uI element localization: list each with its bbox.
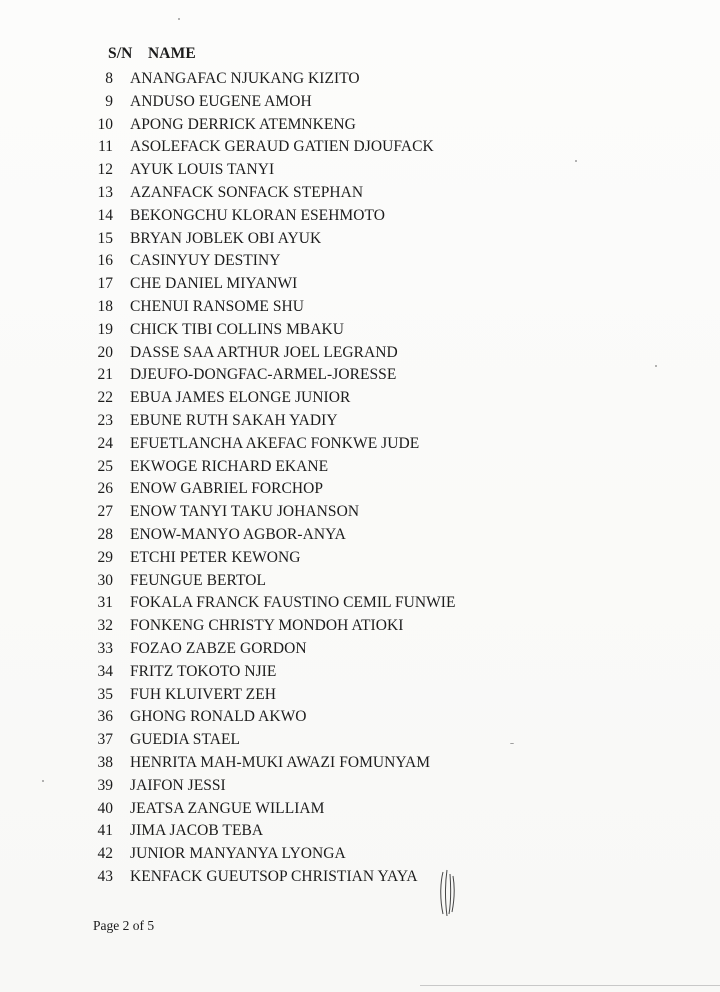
list-item — [0, 68, 456, 91]
person-name: FOZAO ZABZE GORDON — [130, 639, 307, 657]
serial-number: 14 — [97, 206, 113, 224]
list-item — [0, 456, 456, 479]
person-name: CHE DANIEL MIYANWI — [130, 275, 298, 293]
list-item — [0, 843, 456, 866]
page-edge-line — [420, 985, 720, 986]
serial-number: 18 — [97, 297, 113, 315]
list-item — [0, 273, 456, 296]
person-name: ENOW-MANYO AGBOR-ANYA — [130, 525, 346, 543]
person-name: GUEDIA STAEL — [130, 731, 241, 749]
person-name: ANDUSO EUGENE AMOH — [130, 92, 312, 110]
list-item — [0, 478, 456, 501]
person-name: ENOW GABRIEL FORCHOP — [130, 480, 324, 498]
serial-number: 13 — [97, 183, 113, 201]
list-item — [0, 296, 456, 319]
person-name: HENRITA MAH-MUKI AWAZI FOMUNYAM — [130, 753, 431, 771]
serial-number: 26 — [97, 480, 113, 498]
list-item — [0, 866, 456, 889]
list-item — [0, 342, 456, 365]
list-item — [0, 319, 456, 342]
person-name: ETCHI PETER KEWONG — [130, 548, 301, 566]
serial-number: 42 — [97, 845, 113, 863]
serial-number: 19 — [97, 320, 113, 338]
person-name: GHONG RONALD AKWO — [130, 708, 307, 726]
serial-number: 9 — [105, 92, 113, 110]
serial-number: 34 — [97, 662, 113, 680]
serial-number: 29 — [97, 548, 113, 566]
list-item — [0, 752, 456, 775]
list-item — [0, 570, 456, 593]
list-item — [0, 182, 456, 205]
person-name: EFUETLANCHA AKEFAC FONKWE JUDE — [130, 434, 420, 452]
paper-speck — [575, 160, 577, 162]
serial-number: 15 — [97, 229, 113, 247]
person-name: AZANFACK SONFACK STEPHAN — [130, 183, 364, 201]
list-item — [0, 364, 456, 387]
list-item — [0, 501, 456, 524]
person-name: FUH KLUIVERT ZEH — [130, 685, 276, 703]
list-item — [0, 387, 456, 410]
person-name: JUNIOR MANYANYA LYONGA — [130, 845, 346, 863]
person-name: JAIFON JESSI — [130, 776, 226, 794]
person-name: KENFACK GUEUTSOP CHRISTIAN YAYA — [130, 867, 418, 885]
list-item — [0, 775, 456, 798]
serial-number: 27 — [97, 503, 113, 521]
list-item — [0, 638, 456, 661]
person-name: ANANGAFAC NJUKANG KIZITO — [130, 70, 360, 87]
list-item — [0, 592, 456, 615]
person-name: FRITZ TOKOTO NJIE — [130, 662, 277, 680]
serial-number: 32 — [97, 617, 113, 635]
person-name: JEATSA ZANGUE WILLIAM — [130, 799, 325, 817]
list-item — [0, 661, 456, 684]
serial-number: 16 — [97, 252, 113, 270]
page-number: Page 2 of 5 — [93, 918, 155, 933]
name-column-header: NAME — [148, 45, 196, 62]
person-name: JIMA JACOB TEBA — [130, 822, 264, 840]
person-name: FOKALA FRANCK FAUSTINO CEMIL FUNWIE — [130, 594, 456, 612]
person-name: CHENUI RANSOME SHU — [130, 297, 304, 315]
person-name: DJEUFO-DONGFAC-ARMEL-JORESSE — [130, 366, 397, 384]
person-name: EKWOGE RICHARD EKANE — [130, 457, 329, 475]
serial-number: 38 — [97, 753, 113, 771]
serial-number: 37 — [97, 731, 113, 749]
list-item — [0, 706, 456, 729]
paper-speck — [42, 780, 44, 782]
person-name: EBUA JAMES ELONGE JUNIOR — [130, 389, 351, 407]
serial-number: 41 — [97, 822, 113, 840]
list-item — [0, 159, 456, 182]
serial-number: 31 — [97, 594, 113, 612]
person-name: EBUNE RUTH SAKAH YADIY — [130, 411, 338, 429]
paper-speck — [510, 743, 514, 744]
person-name: AYUK LOUIS TANYI — [130, 161, 275, 179]
serial-number: 8 — [105, 70, 113, 87]
sn-column-header: S/N — [108, 45, 133, 62]
serial-number: 10 — [97, 115, 113, 133]
list-item — [0, 433, 456, 456]
table-header — [108, 45, 196, 63]
list-item — [0, 798, 456, 821]
signature-mark — [435, 866, 459, 918]
serial-number: 24 — [97, 434, 113, 452]
serial-number: 39 — [97, 776, 113, 794]
serial-number: 17 — [97, 275, 113, 293]
serial-number: 21 — [97, 366, 113, 384]
person-name: BRYAN JOBLEK OBI AYUK — [130, 229, 322, 247]
list-item — [0, 250, 456, 273]
serial-number: 40 — [97, 799, 113, 817]
serial-number: 28 — [97, 525, 113, 543]
name-list — [0, 68, 456, 889]
person-name: FONKENG CHRISTY MONDOH ATIOKI — [130, 617, 404, 635]
person-name: DASSE SAA ARTHUR JOEL LEGRAND — [130, 343, 398, 361]
list-item — [0, 114, 456, 137]
serial-number: 12 — [97, 161, 113, 179]
list-item — [0, 205, 456, 228]
list-item — [0, 228, 456, 251]
serial-number: 30 — [97, 571, 113, 589]
serial-number: 11 — [98, 138, 113, 156]
list-item — [0, 136, 456, 159]
person-name: CHICK TIBI COLLINS MBAKU — [130, 320, 345, 338]
paper-speck — [178, 18, 180, 20]
serial-number: 36 — [97, 708, 113, 726]
serial-number: 25 — [97, 457, 113, 475]
list-item — [0, 615, 456, 638]
person-name: ASOLEFACK GERAUD GATIEN DJOUFACK — [130, 138, 434, 156]
list-item — [0, 547, 456, 570]
serial-number: 23 — [97, 411, 113, 429]
list-item — [0, 91, 456, 114]
list-item — [0, 729, 456, 752]
list-item — [0, 820, 456, 843]
serial-number: 33 — [97, 639, 113, 657]
serial-number: 43 — [97, 867, 113, 885]
list-item — [0, 684, 456, 707]
person-name: FEUNGUE BERTOL — [130, 571, 266, 589]
person-name: ENOW TANYI TAKU JOHANSON — [130, 503, 360, 521]
serial-number: 20 — [97, 343, 113, 361]
person-name: BEKONGCHU KLORAN ESEHMOTO — [130, 206, 385, 224]
paper-speck — [655, 365, 657, 367]
serial-number: 35 — [97, 685, 113, 703]
serial-number: 22 — [97, 389, 113, 407]
list-item — [0, 410, 456, 433]
person-name: APONG DERRICK ATEMNKENG — [130, 115, 356, 133]
list-item — [0, 524, 456, 547]
person-name: CASINYUY DESTINY — [130, 252, 281, 270]
